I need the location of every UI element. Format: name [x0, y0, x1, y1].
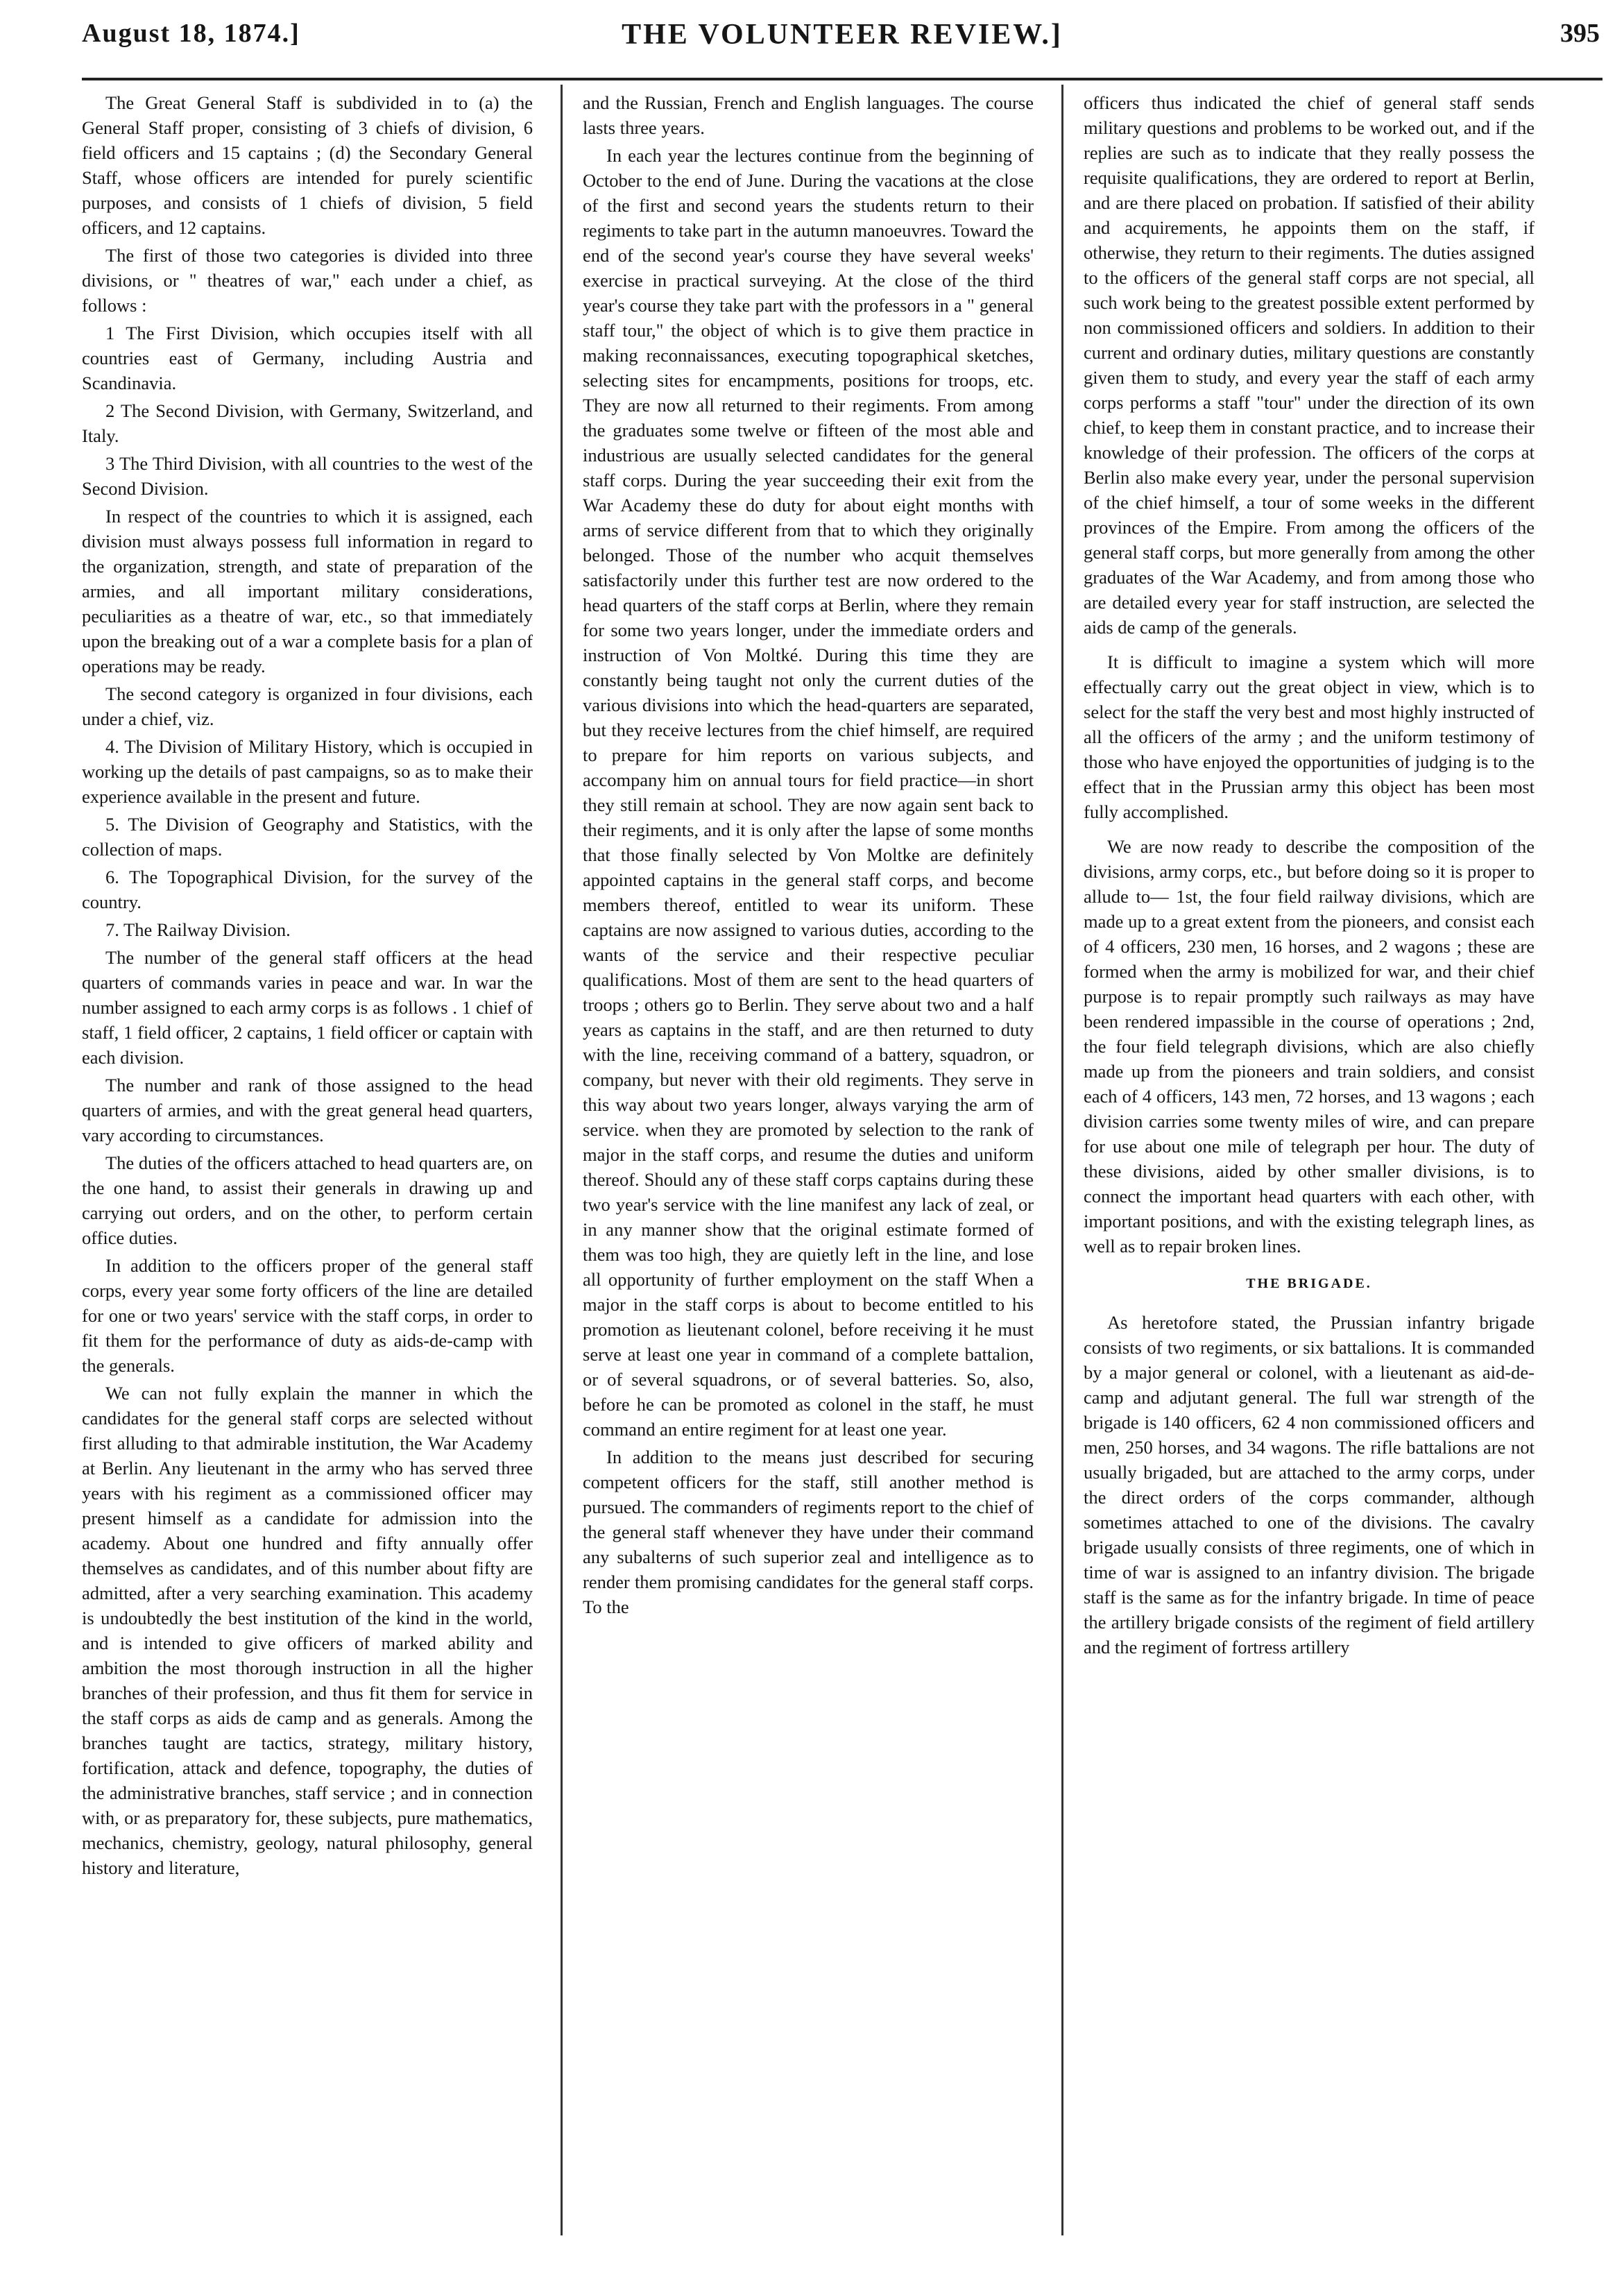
paragraph: The number and rank of those assigned to the head quarters of armies, and with the great general head quarters, vary according to circumstances. [82, 1075, 533, 1145]
column-divider [561, 85, 563, 2235]
column-divider [1061, 85, 1063, 2235]
column-1 [82, 90, 533, 2227]
page-number: 395 [1560, 19, 1600, 48]
paragraph: In addition to the officers proper of the general staff corps, every year some forty officers of the line are detailed for one or two years' service with the staff corps, in order to fit them for the performance of duty as aids-de-camp with the generals. [82, 1255, 533, 1376]
column-2 [583, 90, 1034, 2227]
paragraph: We can not fully explain the manner in which the candidates for the general staff corps are selected without first alluding to that admirable institution, the War Academy at Berlin. Any lieutenant in the army who has served three years with his regiment as a commissioned officer may present himself as a candidate for admission into the academy. About one hundred and fifty annually offer themselves as candidates, and of this number about fifty are admitted, after a very searching examination. This academy is undoubtedly the best institution of the kind in the world, and is intended to give officers of marked ability and ambition the most thorough instruction in all the higher branches of their profession, and thus fit them for service in the staff corps as aids de camp and as generals. Among the branches taught are tactics, strategy, military history, fortification, attack and defence, topography, the duties of the administrative branches, staff service ; and in connection with, or as preparatory for, these subjects, pure mathematics, mechanics, chemistry, geology, natural philosophy, general history and literature, [82, 1383, 533, 1878]
paragraph: In addition to the means just described for securing competent officers for the staff, still another method is pursued. The commanders of regiments report to the chief of the general staff whenever they have under their command any subalterns of such superior zeal and intelligence as to render them promising candidates for the general staff corps. To the [583, 1447, 1034, 1617]
section-heading: THE BRIGADE. [1246, 1276, 1372, 1291]
list-item: 3 The Third Division, with all countries to the west of the Second Division. [82, 453, 533, 499]
paragraph: As heretofore stated, the Prussian infantry brigade consists of two regiments, or six battalions. It is commanded by a major general or colonel, with a lieutenant as aid-de-camp and adjutant general. The full war strength of the brigade is 140 officers, 62 4 non commissioned officers and men, 250 horses, and 34 wagons. The rifle battalions are not usually brigaded, but are attached to the army corps, under the direct orders of the corps commander, although sometimes attached to one of the divisions. The cavalry brigade usually consists of three regiments, one of which in time of war is assigned to an infantry division. The brigade staff is the same as for the infantry brigade. In time of peace the artillery brigade consists of the regiment of field artillery and the regiment of fortress artillery [1084, 1312, 1535, 1657]
paragraph: The first of those two categories is divided into three divisions, or " theatres of war," each under a chief, as follows : [82, 245, 533, 316]
paragraph: The second category is organized in four divisions, each under a chief, viz. [82, 683, 533, 729]
header-rule [82, 78, 1602, 80]
paragraph: In each year the lectures continue from the beginning of October to the end of June. During the vacations at the close of the first and second years the students return to their regiments to take part in the autumn manoeuvres. Toward the end of the second year's course they have several weeks' exercise in practical surveying. At the close of the third year's course they take part with the professors in a " general staff tour," the object of which is to give them practice in making reconnaissances, executing topographical sketches, selecting sites for encampments, positions for troops, etc. They are now all returned to their regiments. From among the graduates some twelve or fifteen of the most able and industrious are usually selected candidates for the general staff corps. During the year succeeding their exit from the War Academy these do duty for about eight months with arms of service different from that to which they originally belonged. Those of the number who acquit themselves satisfactorily under this further test are now ordered to the head quarters of the staff corps at Berlin, where they remain for some two years longer, under the immediate orders and instruction of Von Moltké. During this time they are constantly being taught not only the current duties of the various divisions into which the head-quarters are separated, but they receive lectures from the chief himself, are required to prepare for him reports on various subjects, and accompany him on annual tours for field practice—in short they still remain at school. They are now again sent back to their regiments, and it is only after the lapse of some months that those finally selected by Von Moltke are definitely appointed captains in the general staff corps, and become members thereof, entitled to wear its uniform. These captains are now assigned to various duties, according to the wants of the service and their respective peculiar qualifications. Most of them are sent to the head quarters of troops ; others go to Berlin. They serve about two and a half years as captains in the staff, and are then returned to duty with the line, receiving command of a battery, squadron, or company, but never with their old regiments. They serve in this way about two years longer, always varying the arm of service. when they are promoted by selection to the rank of major in the staff corps, and resume the duties and uniform thereof. Should any of these staff corps captains during these two year's service with the line manifest any lack of zeal, or in any manner show that the original estimate formed of them was too high, they are quietly left in the line, and lose all opportunity of further employment on the staff When a major in the staff corps is about to become entitled to his promotion as lieutenant colonel, before receiving it he must serve at least one year in command of a complete battalion, or of several squadrons, or of several batteries. So, also, before he can be promoted as colonel in the staff, he must command an entire regiment for at least one year. [583, 145, 1034, 1440]
list-item: 2 The Second Division, with Germany, Switzerland, and Italy. [82, 400, 533, 446]
masthead [82, 8, 1602, 75]
paragraph: The duties of the officers attached to head quarters are, on the one hand, to assist their generals in drawing up and carrying out orders, and on the other, to perform certain office duties. [82, 1152, 533, 1248]
paragraph: and the Russian, French and English languages. The course lasts three years. [583, 92, 1034, 138]
issue-date: August 18, 1874.] [82, 19, 300, 48]
paragraph: It is difficult to imagine a system which will more effectually carry out the great object in view, which is to select for the staff the very best and most highly instructed of all the officers of the army ; and the uniform testimony of those who have enjoyed the opportunities of judging is to the effect that in the Prussian army this object has been most fully accomplished. [1084, 651, 1535, 822]
paragraph: In respect of the countries to which it is assigned, each division must always possess full information in regard to the organization, strength, and state of preparation of the armies, and all important military considerations, peculiarities as a theatre of war, etc., so that immediately upon the breaking out of a war a complete basis for a plan of operations may be ready. [82, 506, 533, 676]
list-item: 5. The Division of Geography and Statistics, with the collection of maps. [82, 814, 533, 860]
list-item: 1 The First Division, which occupies itself with all countries east of Germany, including Austria and Scandinavia. [82, 323, 533, 393]
column-3 [1084, 90, 1535, 2227]
publication-title: THE VOLUNTEER REVIEW.] [622, 19, 1063, 51]
list-item: 7. The Railway Division. [105, 919, 291, 940]
paragraph: We are now ready to describe the composition of the divisions, army corps, etc., but before doing so it is proper to allude to— 1st, the four field railway divisions, which are made up to a great extent from the pioneers, and consist each of 4 officers, 230 men, 16 horses, and 2 wagons ; these are formed when the army is mobilized for war, and their chief purpose is to repair promptly such railways as may have been rendered impassible in the course of operations ; 2nd, the four field telegraph divisions, which are also chiefly made up from the pioneers and train soldiers, and consist each of 4 officers, 143 men, 72 horses, and 13 wagons ; each division carries some twenty miles of wire, and can prepare for use about one mile of telegraph per hour. The duty of these divisions, aided by other smaller divisions, is to connect the important head quarters with each other, with important positions, and with the existing telegraph lines, as well as to repair broken lines. [1084, 836, 1535, 1256]
paragraph: The Great General Staff is subdivided in to (a) the General Staff proper, consisting of 3 chiefs of division, 6 field officers and 15 captains ; (d) the Secondary General Staff, whose officers are intended for purely scientific purposes, and consists of 1 chiefs of division, 5 field officers, and 12 captains. [82, 92, 533, 238]
paragraph: The number of the general staff officers at the head quarters of commands varies in peace and war. In war the number assigned to each army corps is as follows . 1 chief of staff, 1 field officer, 2 captains, 1 field officer or captain with each division. [82, 947, 533, 1068]
list-item: 4. The Division of Military History, which is occupied in working up the details of past campaigns, so as to make their experience available in the present and future. [82, 736, 533, 807]
list-item: 6. The Topographical Division, for the survey of the country. [82, 867, 533, 912]
paragraph: officers thus indicated the chief of general staff sends military questions and problems to be worked out, and if the replies are such as to indicate that they really possess the requisite qualifications, they are ordered to report at Berlin, and are there placed on probation. If satisfied of their ability and acquirements, he appoints them on the staff, if otherwise, they return to their regiments. The duties assigned to the officers of the general staff corps are not special, all such work being to the greatest possible extent performed by non commissioned officers and soldiers. In addition to their current and ordinary duties, military questions are constantly given them to study, and every year the staff of each army corps performs a staff "tour" under the direction of its own chief, to keep them in constant practice, and to increase their knowledge of their profession. The officers of the corps at Berlin also make every year, under the personal supervision of the chief himself, a tour of some weeks in the different provinces of the Empire. From among the officers of the general staff corps, but more generally from among the other graduates of the War Academy, and from among those who are detailed every year for staff instruction, are selected the aids de camp of the generals. [1084, 92, 1535, 638]
newspaper-page [82, 0, 1602, 2284]
